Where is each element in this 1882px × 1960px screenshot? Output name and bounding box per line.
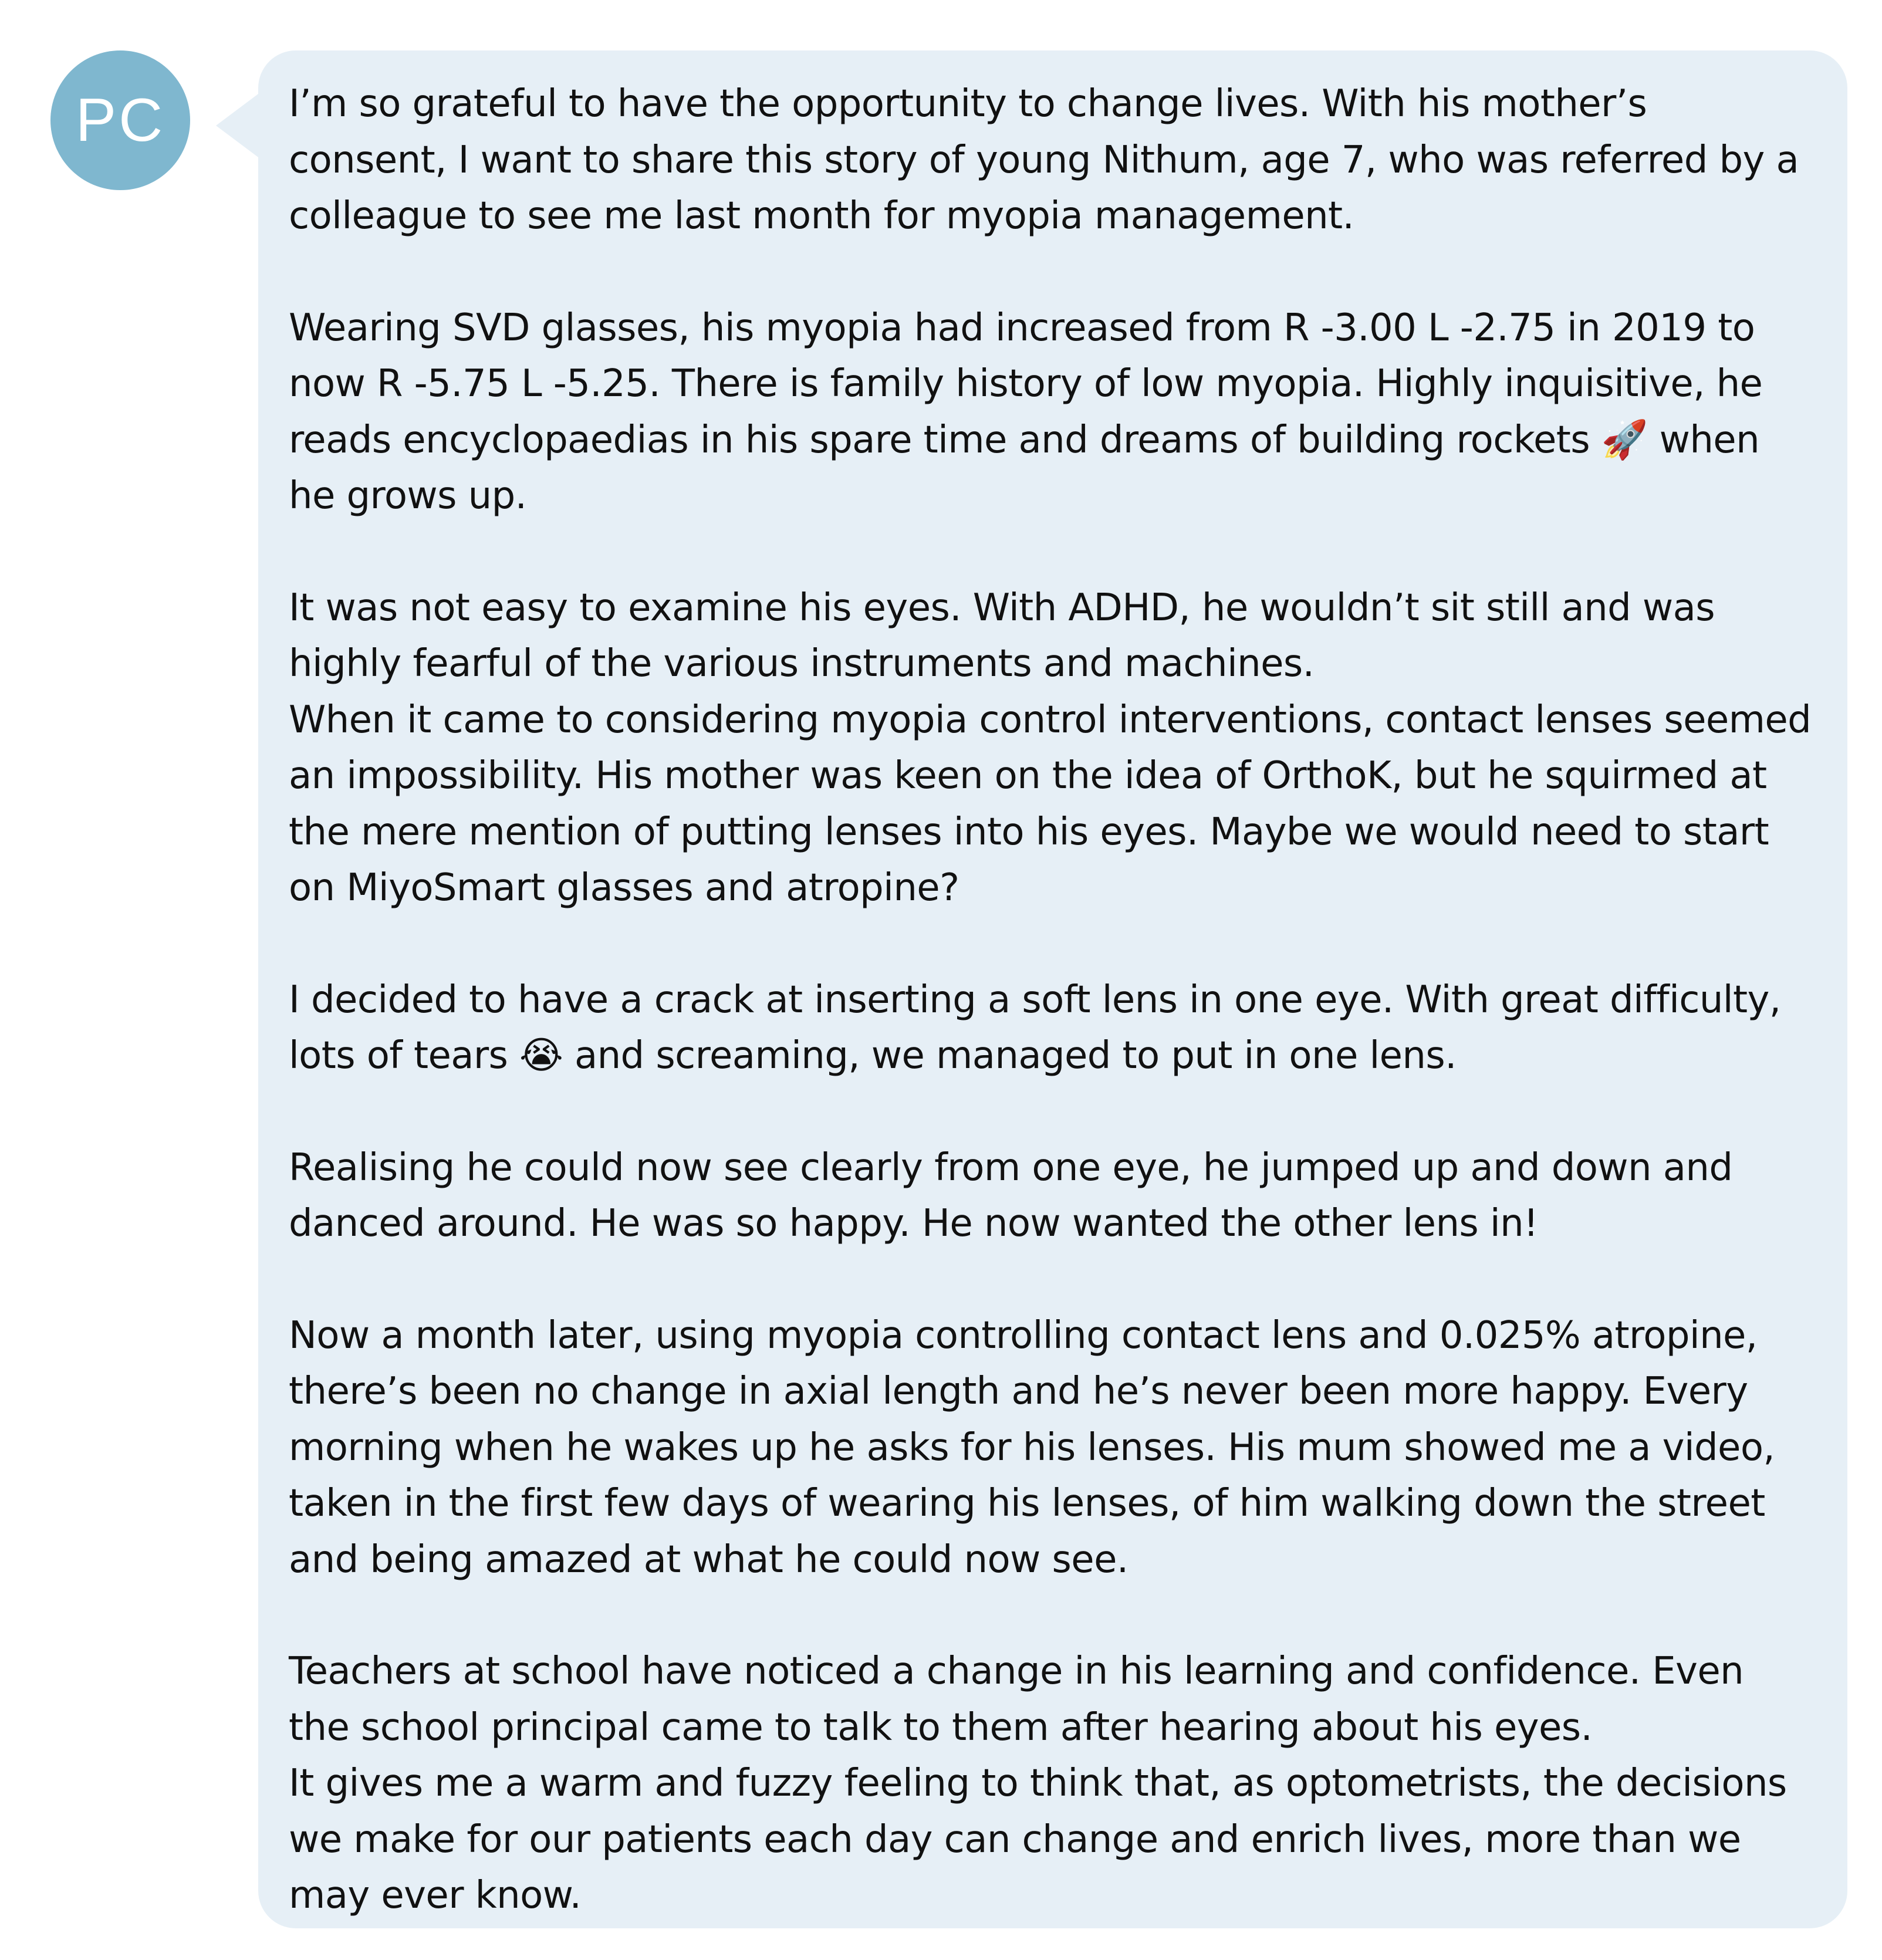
message-bubble-tail <box>216 94 258 157</box>
avatar <box>50 50 190 190</box>
message-paragraph: It was not easy to examine his eyes. With ADHD, he wouldn’t sit still and was highly fearful of the various instruments and machines. When it came to considering myopia control interventions, contact lenses seemed an impossibility. His mother was keen on the idea of OrthoK, but he squirmed at the mere mention of putting lenses into his eyes. Maybe we would need to start on MiyoSmart glasses and atropine? <box>289 586 1812 910</box>
message-paragraph: Now a month later, using myopia controlling contact lens and 0.025% atropine, there’s been no change in axial length and he’s never been more happy. Every morning when he wakes up he asks for his lenses. His mum showed me a video, taken in the first few days of wearing his lenses, of him walking down the street and being amazed at what he could now see. <box>289 1313 1775 1581</box>
message-paragraph: I’m so grateful to have the opportunity to change lives. With his mother’s consent, I want to share this story of young Nithum, age 7, who was referred by a colleague to see me last month for myopia management. <box>289 82 1799 238</box>
message-paragraph: Realising he could now see clearly from one eye, he jumped up and down and danced around. He was so happy. He now wanted the other lens in! <box>289 1145 1733 1245</box>
message-paragraph: I decided to have a crack at inserting a soft lens in one eye. With great difficulty, lots of tears 😭 and screaming, we managed to put in one lens. <box>289 978 1781 1077</box>
message-bubble <box>258 50 1847 1928</box>
message-paragraph: Wearing SVD glasses, his myopia had increased from R -3.00 L -2.75 in 2019 to now R -5.75 L -5.25. There is family history of low myopia. Highly inquisitive, he reads encyclopaedias in his spare time and dreams of building rockets 🚀 when he grows up. <box>289 306 1763 518</box>
message-paragraph: Teachers at school have noticed a change in his learning and confidence. Even the school principal came to talk to them after hearing about his eyes. It gives me a warm and fuzzy feeling to think that, as optometrists, the decisions we make for our patients each day can change and enrich lives, more than we may ever know. <box>289 1650 1787 1917</box>
avatar-initials: PC <box>75 86 165 154</box>
